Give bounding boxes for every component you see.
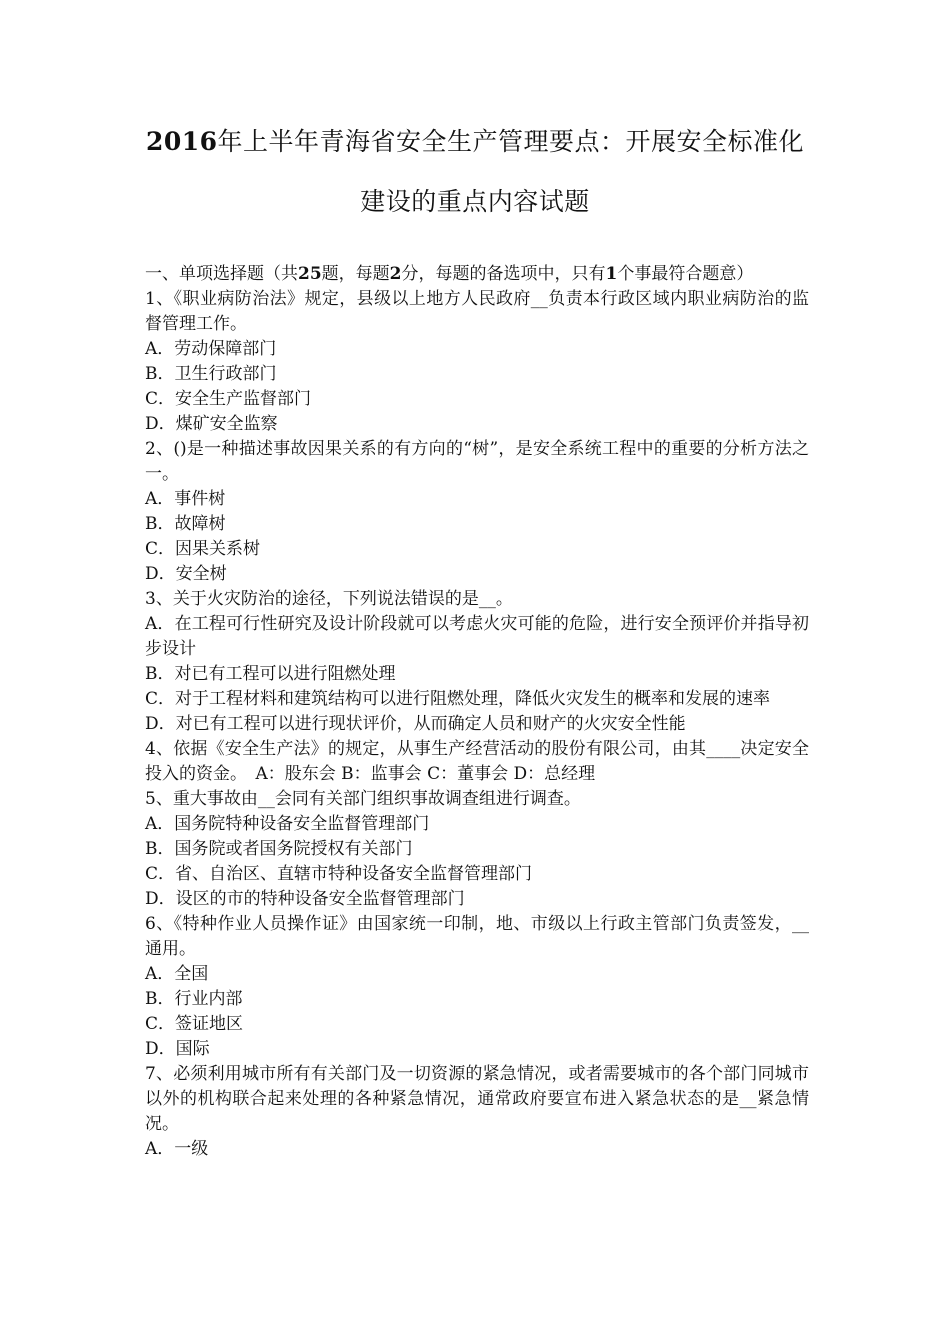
section-heading-prefix: 一、单项选择题（共 (145, 264, 298, 284)
question-stem: 4、依据《安全生产法》的规定，从事生产经营活动的股份有限公司，由其____决定安全投入的资金。 A：股东会 B：监事会 C：董事会 D：总经理 (145, 739, 809, 784)
question (145, 912, 809, 1062)
document-title (110, 126, 840, 218)
question-option: C．安全生产监督部门 (145, 389, 312, 409)
question-option: D．对已有工程可以进行现状评价，从而确定人员和财产的火灾安全性能 (145, 714, 686, 734)
question (145, 787, 809, 912)
question-stem: 3、关于火灾防治的途径，下列说法错误的是__。 (145, 589, 513, 609)
question-option: A．劳动保障部门 (145, 339, 277, 359)
question-option: B．国务院或者国务院授权有关部门 (145, 839, 413, 859)
title-year: 2016 (145, 127, 218, 156)
section-points: 2 (389, 264, 402, 284)
question-option: A．国务院特种设备安全监督管理部门 (145, 814, 430, 834)
title-line-2: 建设的重点内容试题 (360, 187, 590, 216)
question-option: B．卫生行政部门 (145, 364, 277, 384)
section-heading-mid-2: 分，每题的备选项中，只有 (401, 264, 606, 284)
question-stem: 2、()是一种描述事故因果关系的有方向的“树”，是安全系统工程中的重要的分析方法之一。 (145, 439, 809, 484)
question-option: A．全国 (145, 964, 209, 984)
question-option: C．对于工程材料和建筑结构可以进行阻燃处理，降低火灾发生的概率和发展的速率 (145, 689, 771, 709)
title-line-1 (110, 126, 840, 158)
question-option: D．安全树 (145, 564, 227, 584)
question-option: D．国际 (145, 1039, 210, 1059)
question (145, 287, 809, 437)
question (145, 437, 809, 587)
title-line-1-text: 年上半年青海省安全生产管理要点：开展安全标准化 (217, 127, 805, 156)
section-one: 1 (605, 264, 618, 284)
question-option: B．对已有工程可以进行阻燃处理 (145, 664, 396, 684)
question (145, 1062, 809, 1162)
section-heading-suffix: 个事最符合题意） (617, 264, 754, 284)
question-option: A．事件树 (145, 489, 226, 509)
question-option: C．签证地区 (145, 1014, 244, 1034)
question-option: A．一级 (145, 1139, 209, 1159)
question-option: D．设区的市的特种设备安全监督管理部门 (145, 889, 465, 909)
question-option: B．行业内部 (145, 989, 243, 1009)
document-body (145, 262, 809, 1162)
section-heading-mid-1: 题，每题 (321, 264, 390, 284)
section-question-count: 25 (298, 264, 322, 284)
question-option: A．在工程可行性研究及设计阶段就可以考虑火灾可能的危险，进行安全预评价并指导初步设计 (145, 614, 809, 659)
question-option: C．省、自治区、直辖市特种设备安全监督管理部门 (145, 864, 533, 884)
question-stem: 6、《特种作业人员操作证》由国家统一印制，地、市级以上行政主管部门负责签发，__通用。 (145, 914, 809, 959)
question-stem: 7、必须利用城市所有有关部门及一切资源的紧急情况，或者需要城市的各个部门同城市以外的机构联合起来处理的各种紧急情况，通常政府要宣布进入紧急状态的是__紧急情况。 (145, 1064, 809, 1134)
question-stem: 5、重大事故由__会同有关部门组织事故调查组进行调查。 (145, 789, 581, 809)
question-option: D．煤矿安全监察 (145, 414, 278, 434)
question (145, 737, 809, 787)
section-heading (145, 262, 809, 287)
question-stem: 1、《职业病防治法》规定，县级以上地方人民政府__负责本行政区域内职业病防治的监督管理工作。 (145, 289, 809, 334)
question (145, 587, 809, 737)
question-option: C．因果关系树 (145, 539, 261, 559)
question-option: B．故障树 (145, 514, 226, 534)
